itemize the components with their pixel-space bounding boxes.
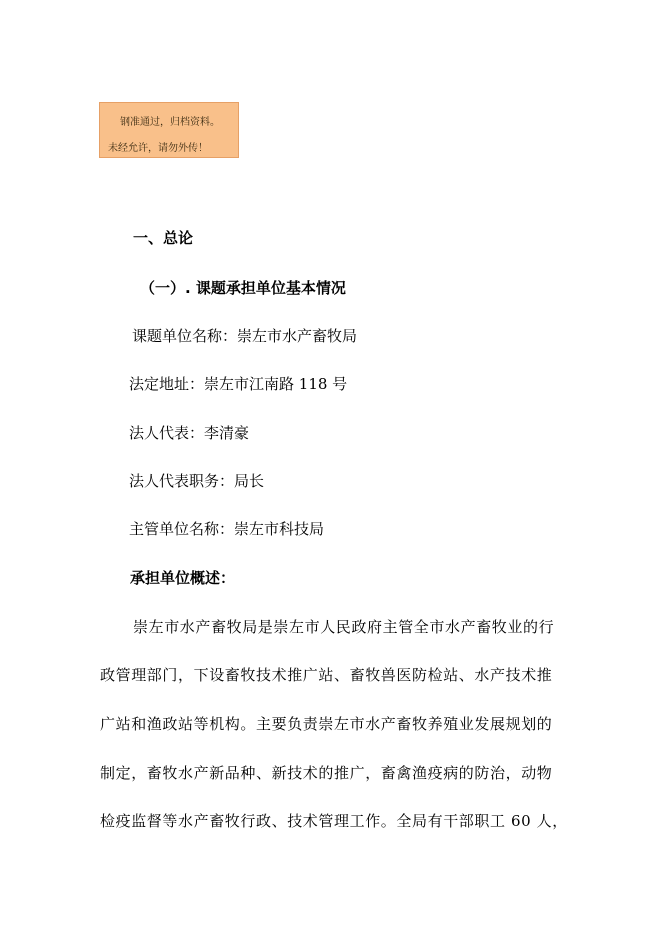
- field-legal-address: 法定地址：崇左市江南路 118 号: [129, 375, 348, 393]
- stamp-line-confidential: 未经允许，请勿外传！: [108, 143, 208, 154]
- subsection-heading: （一）. 课题承担单位基本情况: [140, 279, 346, 297]
- paragraph-line: 制定，畜牧水产新品种、新技术的推广，畜禽渔疫病的防治，动物: [100, 764, 553, 782]
- field-legal-representative: 法人代表：李清豪: [129, 424, 250, 442]
- stamp-line-approved: 钢准通过，归档资料。: [120, 117, 220, 128]
- paragraph-line: 崇左市水产畜牧局是崇左市人民政府主管全市水产畜牧业的行: [133, 618, 555, 636]
- paragraph-line: 广站和渔政站等机构。主要负责崇左市水产畜牧养殖业发展规划的: [100, 715, 553, 733]
- approval-stamp: [99, 102, 239, 158]
- paragraph-line: 检疫监督等水产畜牧行政、技术管理工作。全局有干部职工 60 人，: [100, 812, 568, 830]
- section-heading: 一、总论: [133, 229, 194, 247]
- field-representative-title: 法人代表职务：局长: [129, 472, 265, 490]
- field-unit-name: 课题单位名称：崇左市水产畜牧局: [132, 327, 358, 345]
- field-supervising-unit: 主管单位名称：崇左市科技局: [129, 520, 325, 538]
- paragraph-line: 政管理部门，下设畜牧技术推广站、畜牧兽医防检站、水产技术推: [100, 666, 553, 684]
- overview-heading: 承担单位概述：: [130, 569, 236, 587]
